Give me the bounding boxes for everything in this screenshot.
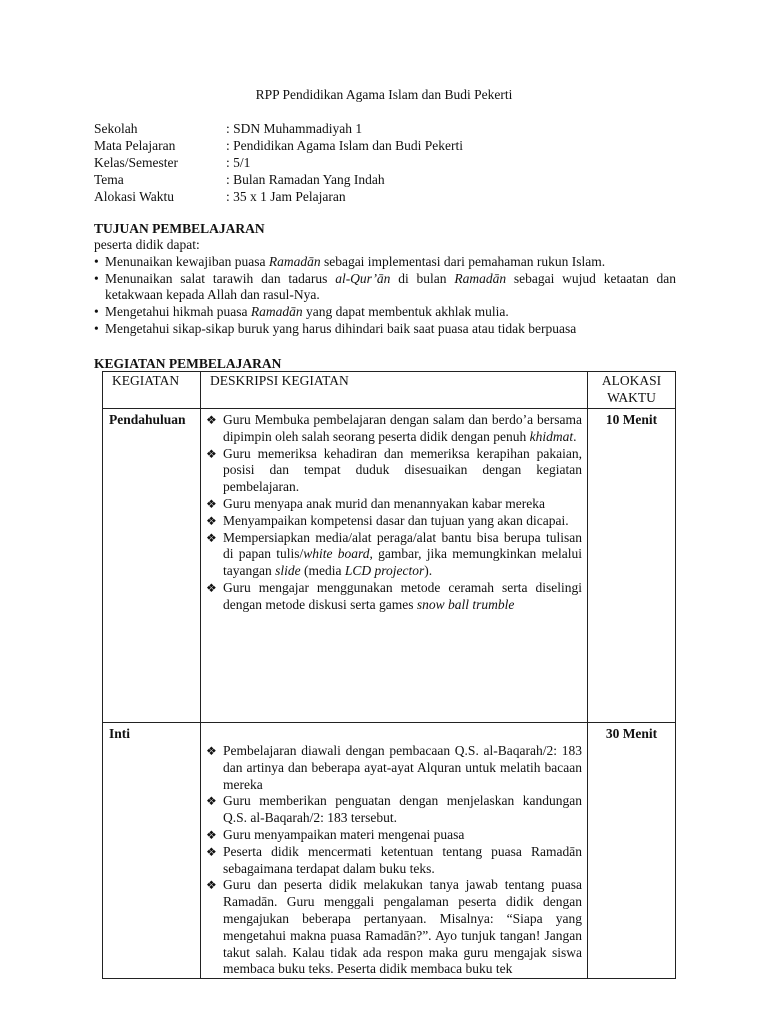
- tujuan-item: [94, 271, 676, 305]
- info-label: Mata Pelajaran: [94, 137, 176, 153]
- column-header-kegiatan: KEGIATAN: [103, 372, 201, 409]
- activity-text: [223, 412, 582, 446]
- text-run: sebagai implementasi dari pemahaman rukun Islam.: [320, 253, 606, 269]
- italic-text: Ramadān: [268, 253, 321, 269]
- text-run: , gambar, jika memungkinkan melalui tayangan: [223, 546, 582, 579]
- activity-item: [206, 530, 582, 580]
- text-run: Guru mengajar menggunakan metode ceramah serta diselingi dengan metode diskusi serta games: [223, 579, 582, 612]
- activity-item: [206, 496, 582, 513]
- text-run: sebagai wujud ketaatan dan ketakwaan kepada Allah dan rasul-Nya.: [105, 270, 676, 303]
- activity-text: [223, 844, 582, 878]
- table-row-inti: [103, 723, 676, 979]
- text-run: Guru memberikan penguatan dengan menjelaskan kandungan Q.S. al-Baqarah/2: 183 tersebut.: [223, 793, 582, 826]
- activity-item: [206, 412, 582, 446]
- tujuan-item-text: [105, 271, 676, 305]
- diamond-bullet-icon: ❖: [206, 496, 217, 511]
- info-value: : SDN Muhammadiyah 1: [226, 121, 363, 136]
- italic-text: LCD projector: [344, 563, 425, 579]
- activity-text: [223, 530, 582, 580]
- italic-text: snow ball trumble: [416, 596, 515, 612]
- italic-text: Ramadān: [250, 304, 303, 320]
- tujuan-item-text: [105, 304, 676, 321]
- info-value: : 5/1: [226, 154, 251, 170]
- activity-item: [206, 446, 582, 496]
- info-value: : 35 x 1 Jam Pelajaran: [226, 188, 346, 204]
- activity-item: [206, 877, 582, 978]
- column-header-deskripsi: DESKRIPSI KEGIATAN: [201, 372, 588, 409]
- text-run: Guru dan peserta didik melakukan tanya jawab tentang puasa Ramadān. Guru menggali pengalaman peserta didik dengan mengajukan beberapa pertanyaan. Misalnya: “Siapa yang mengetahui makna puasa Ramadān?”. Ayo tunjuk tangan! Jangan takut salah. Kalau tidak ada respon maka guru mengajak siswa membaca buku teks. Peserta didik membaca buku tek: [223, 877, 582, 977]
- kegiatan-table: [102, 371, 676, 979]
- text-run: Mengetahui sikap-sikap buruk yang harus dihindari baik saat puasa atau tidak berpuasa: [105, 320, 577, 336]
- text-run: Guru menyapa anak murid dan menannyakan kabar mereka: [223, 495, 545, 511]
- activity-text: [223, 580, 582, 614]
- text-run: Guru menyampaikan materi mengenai puasa: [223, 826, 465, 842]
- row-deskripsi: [201, 409, 588, 723]
- info-row-sekolah: [94, 121, 463, 138]
- activity-text: [223, 446, 582, 496]
- activity-item: [206, 580, 582, 614]
- text-run: yang dapat membentuk akhlak mulia.: [302, 304, 509, 320]
- column-header-alokasi: ALOKASI WAKTU: [588, 372, 676, 409]
- text-run: (media: [300, 563, 345, 579]
- info-label: Sekolah: [94, 121, 138, 136]
- row-kegiatan-name: Pendahuluan: [103, 409, 201, 723]
- row-alokasi: 30 Menit: [588, 723, 676, 979]
- tujuan-heading: TUJUAN PEMBELAJARAN: [94, 221, 265, 236]
- activity-list: [206, 743, 582, 978]
- tujuan-list: [94, 254, 676, 338]
- tujuan-item: [94, 321, 676, 338]
- activity-text: [223, 743, 582, 793]
- diamond-bullet-icon: ❖: [206, 580, 217, 595]
- text-run: di bulan: [390, 270, 455, 286]
- text-run: Mengetahui hikmah puasa: [105, 304, 251, 320]
- info-row-kelas-semester: [94, 155, 463, 172]
- text-run: Mempersiapkan media/alat peraga/alat bantu bisa berupa tulisan di papan tulis/: [223, 529, 582, 562]
- tujuan-item-text: [105, 321, 676, 338]
- activity-text: [223, 827, 582, 844]
- diamond-bullet-icon: ❖: [206, 530, 217, 545]
- activity-text: [223, 877, 582, 978]
- bullet-icon: •: [94, 304, 99, 320]
- info-label: Tema: [94, 171, 124, 187]
- text-run: Guru memeriksa kehadiran dan memeriksa kerapihan pakaian, posisi dan tempat duduk disesuaikan dengan kegiatan pembelajaran.: [223, 445, 582, 495]
- row-deskripsi: [201, 723, 588, 979]
- info-value: : Bulan Ramadan Yang Indah: [226, 171, 385, 187]
- diamond-bullet-icon: ❖: [206, 844, 217, 859]
- italic-text: khidmat: [529, 428, 574, 444]
- bullet-icon: •: [94, 270, 99, 286]
- identity-block: [94, 121, 463, 205]
- activity-item: [206, 827, 582, 844]
- tujuan-item: [94, 254, 676, 271]
- tujuan-item: [94, 304, 676, 321]
- activity-item: [206, 743, 582, 793]
- activity-item: [206, 513, 582, 530]
- bullet-icon: •: [94, 253, 99, 269]
- tujuan-item-text: [105, 254, 676, 271]
- tujuan-section: [94, 237, 676, 338]
- info-row-mata-pelajaran: [94, 138, 463, 155]
- table-row-pendahuluan: [103, 409, 676, 723]
- row-kegiatan-name: Inti: [103, 723, 201, 979]
- info-label: Kelas/Semester: [94, 154, 178, 170]
- activity-list: [206, 412, 582, 614]
- tujuan-intro: peserta didik dapat:: [94, 237, 200, 252]
- text-run: Menunaikan salat tarawih dan tadarus: [105, 270, 336, 286]
- document-title: RPP Pendidikan Agama Islam dan Budi Pekerti: [255, 87, 513, 102]
- activity-item: [206, 793, 582, 827]
- text-run: Menyampaikan kompetensi dasar dan tujuan yang akan dicapai.: [223, 512, 569, 528]
- italic-text: slide: [275, 563, 301, 579]
- info-row-tema: [94, 172, 463, 189]
- diamond-bullet-icon: ❖: [206, 413, 217, 427]
- diamond-bullet-icon: ❖: [206, 794, 217, 809]
- italic-text: Ramadān: [454, 270, 507, 286]
- text-run: .: [573, 428, 577, 444]
- activity-text: [223, 513, 582, 530]
- text-run: Peserta didik mencermati ketentuan tentang puasa Ramadān sebagaimana terdapat dalam buku teks.: [223, 843, 582, 876]
- diamond-bullet-icon: ❖: [206, 446, 217, 461]
- text-run: Menunaikan kewajiban puasa: [105, 253, 269, 269]
- diamond-bullet-icon: ❖: [206, 744, 217, 758]
- diamond-bullet-icon: ❖: [206, 878, 217, 893]
- kegiatan-heading: KEGIATAN PEMBELAJARAN: [94, 356, 282, 371]
- activity-text: [223, 793, 582, 827]
- diamond-bullet-icon: ❖: [206, 827, 217, 842]
- text-run: Guru Membuka pembelajaran dengan salam dan berdo’a bersama dipimpin oleh salah seorang peserta didik dengan penuh: [223, 412, 582, 444]
- text-run: Pembelajaran diawali dengan pembacaan Q.S. al-Baqarah/2: 183 dan artinya dan beberapa ayat-ayat Alquran untuk melatih bacaan mereka: [223, 743, 582, 792]
- info-label: Alokasi Waktu: [94, 188, 175, 204]
- italic-text: white board: [303, 546, 370, 562]
- activity-item: [206, 844, 582, 878]
- activity-text: [223, 496, 582, 513]
- diamond-bullet-icon: ❖: [206, 513, 217, 528]
- italic-text: al-Qur’ān: [335, 270, 391, 286]
- row-alokasi: 10 Menit: [588, 409, 676, 723]
- text-run: ).: [424, 563, 433, 579]
- info-value: : Pendidikan Agama Islam dan Budi Pekerti: [226, 137, 463, 153]
- bullet-icon: •: [94, 320, 99, 336]
- info-row-alokasi-waktu: [94, 189, 463, 206]
- table-header-row: [103, 372, 676, 409]
